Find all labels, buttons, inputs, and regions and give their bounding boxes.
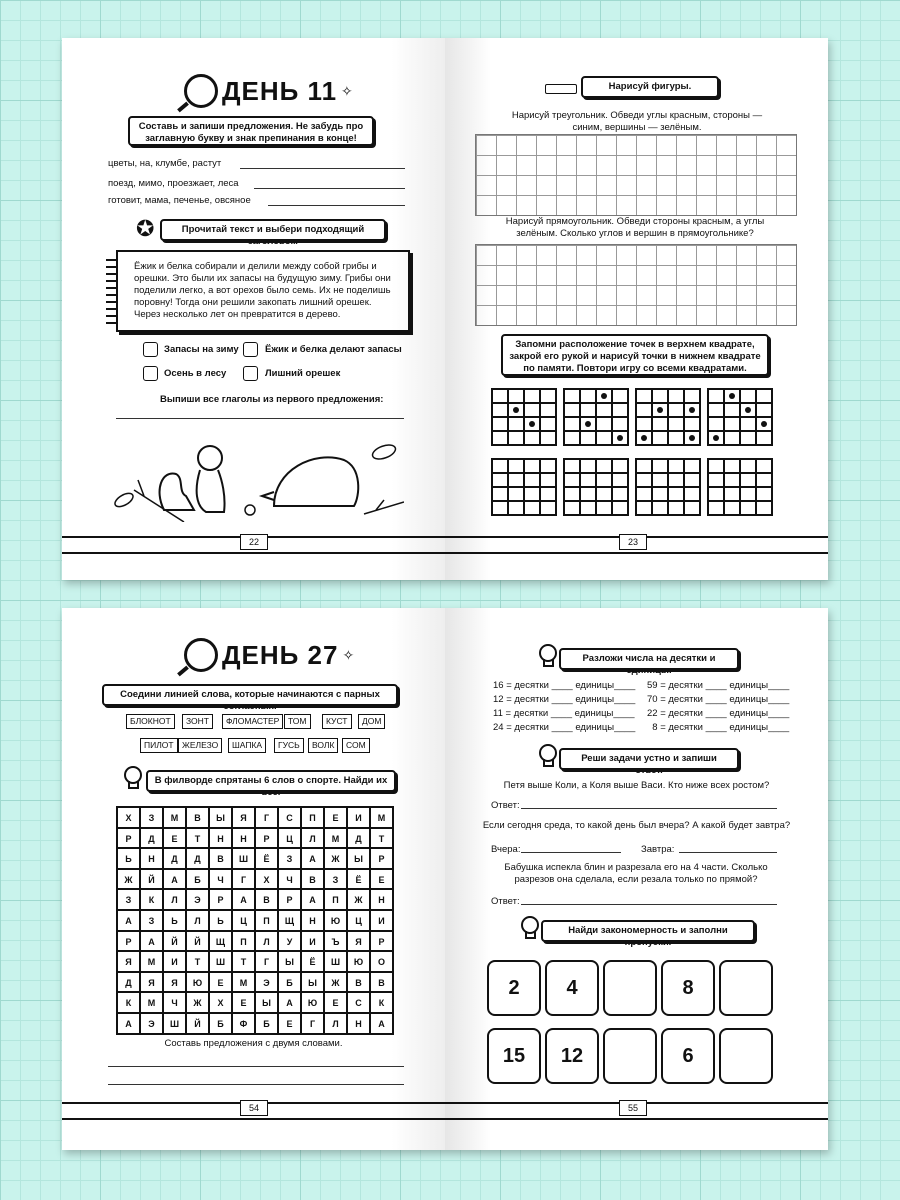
fillword-cell[interactable]: Я xyxy=(117,951,140,972)
fillword-cell[interactable]: Я xyxy=(232,807,255,828)
sparkle-icon: ✧ xyxy=(341,82,354,99)
fillword-cell[interactable]: Г xyxy=(232,869,255,890)
fillword-cell[interactable]: Ч xyxy=(163,992,186,1013)
fillword-cell[interactable]: Ц xyxy=(278,828,301,849)
fillword-cell[interactable]: Р xyxy=(370,931,393,952)
squirrel-hedgehog-illustration xyxy=(114,430,404,522)
fillword-cell[interactable]: Б xyxy=(209,1013,232,1034)
fillword-cell[interactable]: Л xyxy=(301,828,324,849)
fillword-cell[interactable]: П xyxy=(232,931,255,952)
fillword-cell[interactable]: Е xyxy=(370,869,393,890)
star-icon: ✪ xyxy=(136,216,155,241)
answer-line-3[interactable] xyxy=(268,205,405,206)
fillword-cell[interactable]: Ф xyxy=(232,1013,255,1034)
task-read-text: Прочитай текст и выбери подходящий заголовок. xyxy=(160,219,386,241)
verbs-answer-line[interactable] xyxy=(116,418,404,419)
word-chip[interactable]: КУСТ xyxy=(322,714,352,729)
fillword-cell[interactable]: Г xyxy=(255,807,278,828)
fillword-cell[interactable]: А xyxy=(278,992,301,1013)
page-54 xyxy=(62,608,445,1150)
fillword-cell[interactable]: Ж xyxy=(324,972,347,993)
sequence-cell: 12 xyxy=(545,1028,599,1084)
fillword-cell[interactable]: Б xyxy=(278,972,301,993)
pencil-icon xyxy=(545,84,577,94)
fillword-cell[interactable]: Б xyxy=(186,869,209,890)
spiral-binding xyxy=(106,254,116,326)
lightbulb-icon xyxy=(124,766,142,784)
fillword-cell[interactable]: Э xyxy=(140,1013,163,1034)
task-memory-dots: Запомни расположение точек в верхнем квадрате, закрой его рукой и нарисуй точки в нижнем квадрате по памяти. Повтори игру со всеми квадратами. xyxy=(501,334,769,376)
task-decompose: Разложи числа на десятки и единицы. xyxy=(559,648,739,670)
fillword-cell[interactable]: Ы xyxy=(209,807,232,828)
fillword-cell[interactable]: Г xyxy=(255,951,278,972)
task-draw-figures: Нарисуй фигуры. xyxy=(581,76,719,98)
fillword-cell[interactable]: З xyxy=(117,889,140,910)
fillword-cell[interactable]: Т xyxy=(186,951,209,972)
sequence-blank[interactable] xyxy=(719,960,773,1016)
fillword-cell[interactable]: Е xyxy=(278,1013,301,1034)
fillword-cell[interactable]: Е xyxy=(232,992,255,1013)
fillword-cell[interactable]: Й xyxy=(186,931,209,952)
fillword-cell[interactable]: З xyxy=(324,869,347,890)
fillword-cell[interactable]: А xyxy=(370,1013,393,1034)
decomp-row: 59 = десятки ____ единицы____ xyxy=(647,680,790,691)
option-3-label: Осень в лесу xyxy=(164,368,227,379)
question-3: Бабушка испекла блин и разрезала его на 4 части. Сколько разрезов она сделала, если резала только по прямой? xyxy=(504,862,768,885)
fillword-cell[interactable]: Е xyxy=(209,972,232,993)
fillword-cell[interactable]: Р xyxy=(209,889,232,910)
fillword-cell[interactable]: Ж xyxy=(186,992,209,1013)
fillword-cell[interactable]: Й xyxy=(186,1013,209,1034)
fillword-cell[interactable]: Щ xyxy=(209,931,232,952)
fillword-cell[interactable]: Р xyxy=(278,889,301,910)
option-1-label: Запасы на зиму xyxy=(164,344,239,355)
fillword-cell[interactable]: Л xyxy=(186,910,209,931)
fillword-cell[interactable]: Ч xyxy=(209,869,232,890)
fillword-cell[interactable]: Щ xyxy=(278,910,301,931)
empty-grid-2[interactable] xyxy=(563,458,629,516)
decomp-row: 16 = десятки ____ единицы____ xyxy=(493,680,636,691)
sentence-line-1[interactable] xyxy=(108,1066,404,1067)
lightbulb-icon xyxy=(521,916,539,934)
fillword-cell[interactable]: Р xyxy=(370,848,393,869)
magnifier-icon xyxy=(184,74,218,108)
fillword-cell[interactable]: О xyxy=(370,951,393,972)
checkbox-option-1[interactable] xyxy=(143,342,158,357)
dot-grid-3 xyxy=(635,388,701,446)
fillword-cell[interactable]: Д xyxy=(140,828,163,849)
word-chip[interactable]: СОМ xyxy=(342,738,370,753)
empty-grid-3[interactable] xyxy=(635,458,701,516)
fillword-cell[interactable]: Е xyxy=(324,992,347,1013)
task-verbs: Выпиши все глаголы из первого предложения: xyxy=(160,394,384,405)
fillword-cell[interactable]: Ж xyxy=(117,869,140,890)
fillword-cell[interactable]: Ь xyxy=(209,910,232,931)
fillword-cell[interactable]: И xyxy=(370,910,393,931)
fillword-cell[interactable]: Ц xyxy=(347,910,370,931)
dot-grid-1 xyxy=(491,388,557,446)
decomp-row: 11 = десятки ____ единицы____ xyxy=(493,708,635,719)
option-4-label: Лишний орешек xyxy=(265,368,341,379)
page-number: 55 xyxy=(619,1100,647,1116)
fillword-cell[interactable]: А xyxy=(140,931,163,952)
sequence-cell: 8 xyxy=(661,960,715,1016)
answer-line-2[interactable] xyxy=(254,188,405,189)
rectangle-drawing-grid[interactable] xyxy=(475,244,797,326)
fillword-cell[interactable]: Х xyxy=(117,807,140,828)
sentence-line-2[interactable] xyxy=(108,1084,404,1085)
fillword-cell[interactable]: Ш xyxy=(324,951,347,972)
fillword-cell[interactable]: Л xyxy=(255,931,278,952)
fillword-cell[interactable]: В xyxy=(301,869,324,890)
page-22 xyxy=(62,38,445,580)
option-2-label: Ёжик и белка делают запасы xyxy=(265,344,402,355)
fillword-cell[interactable]: З xyxy=(140,910,163,931)
reading-text: Ёжик и белка собирали и делили между собой грибы и орешки. Это были их запасы на будущую зиму. Грибы они поделили легко, а вот орехов было семь. Их не поделишь поровну! Тогда они решили закопать лишний орешек. Через несколько лет он превратится в дерево. xyxy=(134,261,391,320)
fillword-cell[interactable]: В xyxy=(370,972,393,993)
fillword-cell[interactable]: И xyxy=(163,951,186,972)
top-spread xyxy=(62,38,828,580)
fillword-cell[interactable]: Д xyxy=(186,848,209,869)
task-solve: Реши задачи устно и запиши ответ. xyxy=(559,748,739,770)
fillword-cell[interactable]: Д xyxy=(117,972,140,993)
fillword-cell[interactable]: З xyxy=(278,848,301,869)
decomp-row: 24 = десятки ____ единицы____ xyxy=(493,722,636,733)
fillword-cell[interactable]: П xyxy=(324,889,347,910)
fillword-cell[interactable]: Й xyxy=(140,869,163,890)
day-label: ДЕНЬ 11 xyxy=(222,75,338,106)
fillword-cell[interactable]: Я xyxy=(140,972,163,993)
tomorrow-label: Завтра: xyxy=(641,844,675,855)
day-title xyxy=(184,638,355,672)
fillword-cell[interactable]: Ч xyxy=(278,869,301,890)
triangle-task: Нарисуй треугольник. Обведи углы красным, стороны — синим, вершины — зелёным. xyxy=(511,110,763,133)
fillword-cell[interactable]: У xyxy=(278,931,301,952)
fillword-cell[interactable]: Ё xyxy=(255,848,278,869)
fillword-cell[interactable]: Э xyxy=(186,889,209,910)
page-number: 23 xyxy=(619,534,647,550)
task-sentences: Составь предложения с двумя словами. xyxy=(164,1038,343,1049)
fillword-cell[interactable]: Л xyxy=(324,1013,347,1034)
decomp-row: 22 = десятки ____ единицы____ xyxy=(647,708,790,719)
fillword-cell[interactable]: М xyxy=(370,807,393,828)
answer-label: Ответ: xyxy=(491,896,520,907)
word-chip[interactable]: ТОМ xyxy=(284,714,311,729)
question-1: Петя выше Коли, а Коля выше Васи. Кто ниже всех ростом? xyxy=(503,780,770,791)
fillword-cell[interactable]: Ю xyxy=(186,972,209,993)
fillword-cell[interactable]: В xyxy=(347,972,370,993)
fillword-cell[interactable]: З xyxy=(140,807,163,828)
fillword-cell[interactable]: Х xyxy=(255,869,278,890)
fillword-cell[interactable]: С xyxy=(347,992,370,1013)
words-1: цветы, на, клумбе, растут xyxy=(108,158,222,169)
fillword-cell[interactable]: К xyxy=(140,889,163,910)
word-chip[interactable]: БЛОКНОТ xyxy=(126,714,175,729)
fillword-cell[interactable]: Э xyxy=(255,972,278,993)
checkbox-option-4[interactable] xyxy=(243,366,258,381)
fillword-cell[interactable]: П xyxy=(255,910,278,931)
bottom-spread xyxy=(62,608,828,1150)
answer-label: Ответ: xyxy=(491,800,520,811)
words-3: готовит, мама, печенье, овсяное xyxy=(108,195,251,206)
checkbox-option-2[interactable] xyxy=(243,342,258,357)
fillword-cell[interactable]: К xyxy=(370,992,393,1013)
answer-line[interactable] xyxy=(521,808,777,809)
day-title xyxy=(184,74,354,108)
fillword-cell[interactable]: Х xyxy=(209,992,232,1013)
fillword-cell[interactable]: Ы xyxy=(347,848,370,869)
lightbulb-icon xyxy=(539,744,557,762)
fillword-cell[interactable]: Я xyxy=(347,931,370,952)
fillword-cell[interactable]: Р xyxy=(255,828,278,849)
word-chip[interactable]: ВОЛК xyxy=(308,738,338,753)
question-2: Если сегодня среда, то какой день был вчера? А какой будет завтра? xyxy=(482,820,791,831)
fillword-cell[interactable]: В xyxy=(209,848,232,869)
task-compose-sentences: Составь и запиши предложения. Не забудь про заглавную букву и знак препинания в конце! xyxy=(128,116,374,146)
fillword-cell[interactable]: А xyxy=(117,1013,140,1034)
fillword-cell[interactable]: Г xyxy=(301,1013,324,1034)
empty-grid-1[interactable] xyxy=(491,458,557,516)
empty-grid-4[interactable] xyxy=(707,458,773,516)
word-chip[interactable]: ДОМ xyxy=(358,714,385,729)
fillword-cell[interactable]: П xyxy=(301,807,324,828)
answer-line-1[interactable] xyxy=(240,168,405,169)
fillword-cell[interactable]: Д xyxy=(347,828,370,849)
sparkle-icon: ✧ xyxy=(342,646,356,663)
fillword-cell[interactable]: Е xyxy=(324,807,347,828)
fillword-cell[interactable]: М xyxy=(324,828,347,849)
fillword-cell[interactable]: М xyxy=(140,992,163,1013)
fillword-cell[interactable]: А xyxy=(301,848,324,869)
fillword-cell[interactable]: Ю xyxy=(324,910,347,931)
sequence-cell: 2 xyxy=(487,960,541,1016)
fillword-cell[interactable]: М xyxy=(163,807,186,828)
word-chip[interactable]: ЖЕЛЕЗО xyxy=(178,738,222,753)
fillword-cell[interactable]: Р xyxy=(117,828,140,849)
fillword-cell[interactable]: Ё xyxy=(347,869,370,890)
yesterday-label: Вчера: xyxy=(491,844,521,855)
fillword-cell[interactable]: Ш xyxy=(232,848,255,869)
fillword-cell[interactable]: К xyxy=(117,992,140,1013)
fillword-cell[interactable]: А xyxy=(232,889,255,910)
page-number: 54 xyxy=(240,1100,268,1116)
checkbox-option-3[interactable] xyxy=(143,366,158,381)
sequence-cell: 6 xyxy=(661,1028,715,1084)
fillword-cell[interactable]: Я xyxy=(163,972,186,993)
fillword-cell[interactable]: Л xyxy=(163,889,186,910)
fillword-cell[interactable]: Ю xyxy=(347,951,370,972)
fillword-cell[interactable]: Н xyxy=(209,828,232,849)
decomp-row: 70 = десятки ____ единицы____ xyxy=(647,694,790,705)
fillword-cell[interactable]: И xyxy=(347,807,370,828)
task-fillword: В филворде спрятаны 6 слов о спорте. Найди их все. xyxy=(146,770,396,792)
sequence-blank[interactable] xyxy=(719,1028,773,1084)
tomorrow-line[interactable] xyxy=(679,852,777,853)
page-23 xyxy=(445,38,828,580)
fillword-cell[interactable]: Ы xyxy=(278,951,301,972)
text-card xyxy=(116,250,410,332)
fillword-cell[interactable]: Т xyxy=(370,828,393,849)
word-chip[interactable]: ШАПКА xyxy=(228,738,266,753)
decomp-row: 12 = десятки ____ единицы____ xyxy=(493,694,636,705)
sequence-cell: 4 xyxy=(545,960,599,1016)
page-number: 22 xyxy=(240,534,268,550)
word-chip[interactable]: ФЛОМАСТЕР xyxy=(222,714,283,729)
sequence-blank[interactable] xyxy=(603,960,657,1016)
fillword-cell[interactable]: Ю xyxy=(301,992,324,1013)
fillword-cell[interactable]: Е xyxy=(163,828,186,849)
fillword-cell[interactable]: А xyxy=(163,869,186,890)
magnifier-icon xyxy=(184,638,218,672)
word-chip[interactable]: ГУСЬ xyxy=(274,738,304,753)
fillword-cell[interactable]: М xyxy=(232,972,255,993)
dot-grid-4 xyxy=(707,388,773,446)
fillword-cell[interactable]: Ь xyxy=(163,910,186,931)
fillword-cell[interactable]: В xyxy=(255,889,278,910)
fillword-cell[interactable]: Н xyxy=(347,1013,370,1034)
task-connect-words: Соедини линией слова, которые начинаются с парных согласных. xyxy=(102,684,398,706)
fillword-cell[interactable]: Ж xyxy=(324,848,347,869)
fillword-cell[interactable]: Н xyxy=(232,828,255,849)
fillword-cell[interactable]: Р xyxy=(117,931,140,952)
page-55 xyxy=(445,608,828,1150)
fillword-cell[interactable]: М xyxy=(140,951,163,972)
fillword-cell[interactable]: Ц xyxy=(232,910,255,931)
sequence-blank[interactable] xyxy=(603,1028,657,1084)
fillword-cell[interactable]: Ш xyxy=(209,951,232,972)
dot-grid-2 xyxy=(563,388,629,446)
fillword-cell[interactable]: С xyxy=(278,807,301,828)
fillword-cell[interactable]: Н xyxy=(301,910,324,931)
fillword-cell[interactable]: В xyxy=(186,807,209,828)
fillword-cell[interactable]: Ё xyxy=(301,951,324,972)
fillword-cell[interactable]: Ъ xyxy=(324,931,347,952)
fillword-cell[interactable]: Т xyxy=(232,951,255,972)
fillword-cell[interactable]: Т xyxy=(186,828,209,849)
yesterday-line[interactable] xyxy=(521,852,621,853)
fillword-cell[interactable]: Н xyxy=(140,848,163,869)
fillword-cell[interactable]: Й xyxy=(163,931,186,952)
rectangle-task: Нарисуй прямоугольник. Обведи стороны красным, а углы зелёным. Сколько углов и вершин в прямоугольнике? xyxy=(505,216,765,239)
sequence-cell: 15 xyxy=(487,1028,541,1084)
fillword-cell[interactable]: Д xyxy=(163,848,186,869)
lightbulb-icon xyxy=(539,644,557,662)
answer-line[interactable] xyxy=(521,904,777,905)
words-2: поезд, мимо, проезжает, леса xyxy=(108,178,239,189)
fillword-cell[interactable]: Ь xyxy=(117,848,140,869)
fillword-grid[interactable] xyxy=(116,806,394,1035)
fillword-cell[interactable]: А xyxy=(301,889,324,910)
fillword-cell[interactable]: Ы xyxy=(255,992,278,1013)
word-chip[interactable]: ЗОНТ xyxy=(182,714,213,729)
fillword-cell[interactable]: Б xyxy=(255,1013,278,1034)
decomp-row: 8 = десятки ____ единицы____ xyxy=(647,722,790,733)
fillword-cell[interactable]: Ы xyxy=(301,972,324,993)
fillword-cell[interactable]: И xyxy=(301,931,324,952)
task-pattern: Найди закономерность и заполни пропуски. xyxy=(541,920,755,942)
day-label: ДЕНЬ 27 xyxy=(222,639,339,670)
fillword-cell[interactable]: А xyxy=(117,910,140,931)
fillword-cell[interactable]: Н xyxy=(370,889,393,910)
fillword-cell[interactable]: Ш xyxy=(163,1013,186,1034)
fillword-cell[interactable]: Ж xyxy=(347,889,370,910)
word-chip[interactable]: ПИЛОТ xyxy=(140,738,178,753)
triangle-drawing-grid[interactable] xyxy=(475,134,797,216)
